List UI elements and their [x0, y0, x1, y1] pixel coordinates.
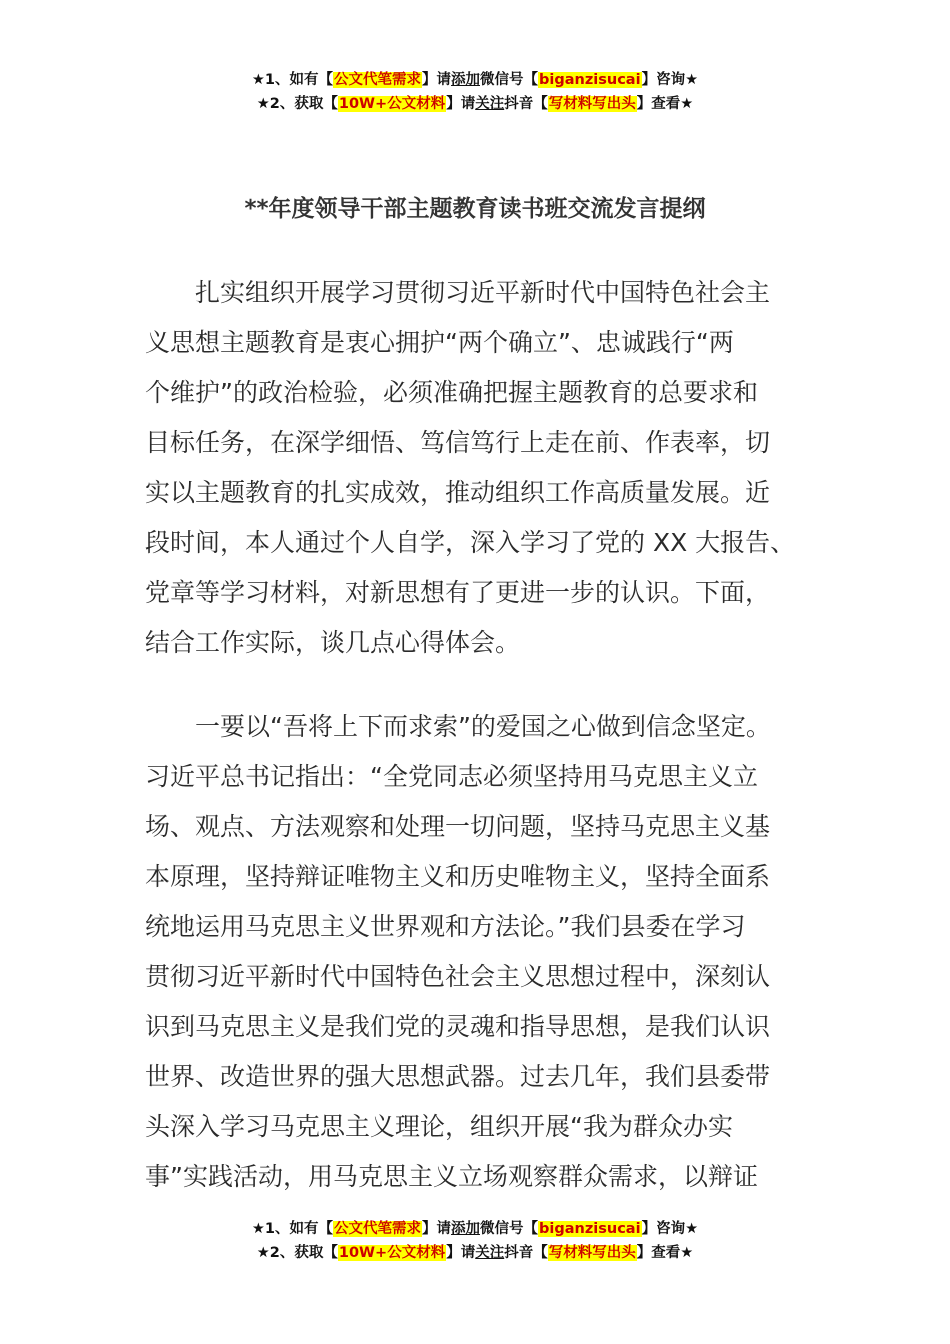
highlight-materials: 10W+公文材料	[338, 96, 446, 112]
text-line: 识到马克思主义是我们党的灵魂和指导思想，是我们认识	[145, 1012, 771, 1041]
text-line: 一要以“吾将上下而求索”的爱国之心做到信念坚定。	[195, 712, 771, 741]
text-line: 扎实组织开展学习贯彻习近平新时代中国特色社会主	[195, 278, 771, 307]
text-line: 场、观点、方法观察和处理一切问题，坚持马克思主义基	[145, 812, 771, 841]
banner-text: ★1、如有【	[251, 72, 334, 88]
document-title: **年度领导干部主题教育读书班交流发言提纲	[244, 196, 706, 222]
highlight-wechat-id: biganzisucai	[539, 72, 641, 88]
text-line: 贯彻习近平新时代中国特色社会主义思想过程中，深刻认	[145, 962, 771, 991]
footer-banner	[0, 1217, 950, 1265]
text-line: 世界、改造世界的强大思想武器。过去几年，我们县委带	[145, 1062, 771, 1091]
banner-line-2	[0, 1241, 950, 1265]
banner-text: 】查看★	[636, 96, 694, 112]
text-line: 义思想主题教育是衷心拥护“两个确立”、忠诚践行“两	[145, 328, 734, 357]
banner-text: 】咨询★	[641, 72, 699, 88]
text-line: 实以主题教育的扎实成效，推动组织工作高质量发展。近	[145, 478, 771, 507]
banner-text: 微信号【	[480, 1221, 539, 1237]
highlight-ghostwriting: 公文代笔需求	[334, 72, 422, 88]
text-line: 个维护”的政治检验，必须准确把握主题教育的总要求和	[145, 378, 758, 407]
underline-follow: 关注	[475, 1245, 505, 1261]
header-banner	[0, 68, 950, 116]
text-line: 统地运用马克思主义世界观和方法论。”我们县委在学习	[145, 912, 746, 941]
banner-line-1	[0, 1217, 950, 1241]
banner-text: 】查看★	[636, 1245, 694, 1261]
banner-text: ★2、获取【	[256, 1245, 338, 1261]
banner-text: 】咨询★	[641, 1221, 699, 1237]
banner-text: 】请	[422, 1221, 452, 1237]
text-line: 目标任务，在深学细悟、笃信笃行上走在前、作表率，切	[145, 428, 771, 457]
paragraph-2	[145, 702, 805, 1202]
highlight-materials: 10W+公文材料	[338, 1245, 446, 1261]
text-line: 结合工作实际，谈几点心得体会。	[145, 628, 521, 657]
text-line: 头深入学习马克思主义理论，组织开展“我为群众办实	[145, 1112, 733, 1141]
banner-text: ★1、如有【	[251, 1221, 334, 1237]
banner-text: 抖音【	[504, 96, 548, 112]
banner-line-2	[0, 92, 950, 116]
underline-add: 添加	[451, 1221, 481, 1237]
banner-text: 微信号【	[480, 72, 539, 88]
banner-text: 】请	[446, 1245, 476, 1261]
highlight-douyin-account: 写材料写出头	[548, 96, 636, 112]
text-line: 党章等学习材料，对新思想有了更进一步的认识。下面，	[145, 578, 771, 607]
text-line: 段时间，本人通过个人自学，深入学习了党的 XX 大报告、	[145, 528, 796, 557]
banner-text: ★2、获取【	[256, 96, 338, 112]
text-line: 事”实践活动，用马克思主义立场观察群众需求，以辩证	[145, 1162, 758, 1191]
banner-line-1	[0, 68, 950, 92]
banner-text: 】请	[446, 96, 476, 112]
underline-follow: 关注	[475, 96, 505, 112]
text-line: 习近平总书记指出：“全党同志必须坚持用马克思主义立	[145, 762, 758, 791]
text-line: 本原理，坚持辩证唯物主义和历史唯物主义，坚持全面系	[145, 862, 771, 891]
highlight-wechat-id: biganzisucai	[539, 1221, 641, 1237]
underline-add: 添加	[451, 72, 481, 88]
banner-text: 】请	[422, 72, 452, 88]
banner-text: 抖音【	[504, 1245, 548, 1261]
highlight-douyin-account: 写材料写出头	[548, 1245, 636, 1261]
highlight-ghostwriting: 公文代笔需求	[334, 1221, 422, 1237]
paragraph-1	[145, 268, 805, 668]
